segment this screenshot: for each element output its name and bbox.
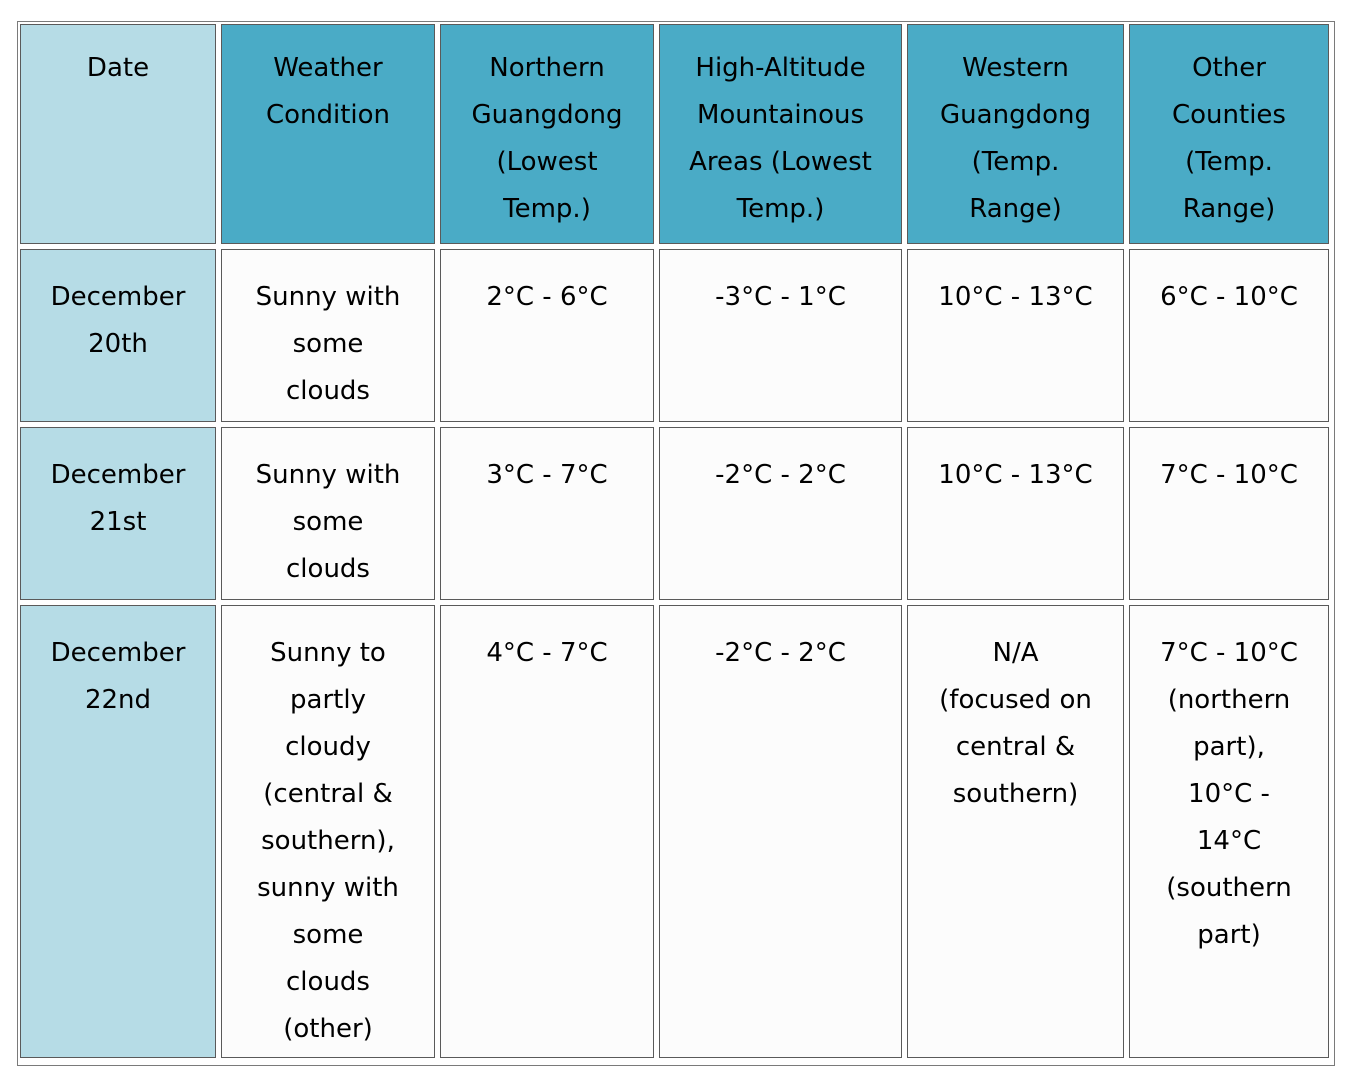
cell-line: 10°C - [1188, 779, 1270, 809]
weather-table-frame [17, 21, 1335, 1066]
high-altitude-cell [659, 427, 902, 600]
header-weather-condition [221, 24, 435, 244]
cell-line: 14°C [1196, 826, 1262, 856]
cell-line: (central & [263, 779, 393, 809]
header-line: Temp.) [503, 194, 591, 224]
header-northern-guangdong [440, 24, 654, 244]
western-guangdong-cell [907, 427, 1124, 600]
header-line: Western [962, 53, 1069, 83]
date-cell [20, 249, 216, 422]
northern-guangdong-cell [440, 427, 654, 600]
high-altitude-cell [659, 605, 902, 1058]
cell-line: part) [1197, 920, 1261, 950]
header-other-counties [1129, 24, 1329, 244]
cell-line: December [50, 282, 186, 312]
cell-line: 7°C - 10°C [1160, 460, 1298, 490]
header-line: Range) [1182, 194, 1276, 224]
cell-line: Sunny with [255, 282, 401, 312]
cell-line: December [50, 460, 186, 490]
western-guangdong-cell [907, 605, 1124, 1058]
header-line: High-Altitude [695, 53, 866, 83]
table-row [20, 605, 1329, 1058]
header-date-line: Date [86, 53, 150, 83]
other-counties-cell [1129, 605, 1329, 1058]
header-row [20, 24, 1329, 244]
header-line: (Temp. [1185, 147, 1273, 177]
cell-line: part), [1193, 732, 1265, 762]
cell-line: cloudy [285, 732, 371, 762]
cell-line: some [292, 920, 364, 950]
cell-line: 10°C - 13°C [938, 460, 1093, 490]
header-line: (Temp. [971, 147, 1060, 177]
cell-line: 7°C - 10°C [1160, 638, 1298, 668]
header-line: Mountainous [696, 100, 865, 130]
cell-line: -3°C - 1°C [715, 282, 846, 312]
cell-line: clouds [286, 967, 370, 997]
cell-line: Sunny to [270, 638, 386, 668]
header-line: (Lowest [496, 147, 598, 177]
northern-guangdong-cell [440, 249, 654, 422]
cell-line: -2°C - 2°C [715, 460, 846, 490]
header-date [20, 24, 216, 244]
northern-guangdong-cell [440, 605, 654, 1058]
weather-condition-cell [221, 427, 435, 600]
date-cell [20, 427, 216, 600]
western-guangdong-cell [907, 249, 1124, 422]
cell-line: 10°C - 13°C [938, 282, 1093, 312]
cell-line: 3°C - 7°C [486, 460, 608, 490]
cell-line: December [50, 638, 186, 668]
cell-line: some [292, 507, 364, 537]
cell-line: clouds [286, 554, 370, 584]
header-line: Northern [489, 53, 605, 83]
cell-line: (focused on [939, 685, 1092, 715]
cell-line: clouds [286, 376, 370, 406]
cell-line: 6°C - 10°C [1160, 282, 1298, 312]
cell-line: 22nd [84, 685, 152, 715]
cell-line: (northern [1167, 685, 1291, 715]
header-line: Range) [969, 194, 1062, 224]
header-line: Areas (Lowest [689, 147, 872, 177]
weather-condition-cell [221, 249, 435, 422]
header-line: Other [1192, 53, 1266, 83]
cell-line: southern), [261, 826, 395, 856]
cell-line: (southern [1166, 873, 1292, 903]
other-counties-cell [1129, 249, 1329, 422]
header-line: Temp.) [736, 194, 825, 224]
other-counties-cell [1129, 427, 1329, 600]
table-row [20, 427, 1329, 600]
cell-line: 21st [89, 507, 147, 537]
date-cell [20, 605, 216, 1058]
header-western-guangdong [907, 24, 1124, 244]
cell-line: Sunny with [255, 460, 401, 490]
cell-line: 2°C - 6°C [486, 282, 608, 312]
cell-line: 20th [88, 329, 148, 359]
weather-condition-cell [221, 605, 435, 1058]
cell-line: sunny with [257, 873, 399, 903]
cell-line: central & [955, 732, 1076, 762]
weather-forecast-table [15, 19, 1334, 1063]
header-line: Guangdong [940, 100, 1091, 130]
cell-line: N/A [992, 638, 1039, 668]
cell-line: partly [290, 685, 366, 715]
header-line: Guangdong [471, 100, 623, 130]
header-line: Counties [1172, 100, 1286, 130]
cell-line: some [292, 329, 364, 359]
table-row [20, 249, 1329, 422]
header-high-altitude [659, 24, 902, 244]
cell-line: 4°C - 7°C [486, 638, 608, 668]
cell-line: southern) [952, 779, 1079, 809]
cell-line: (other) [283, 1014, 373, 1044]
header-line: Weather [273, 53, 383, 83]
cell-line: -2°C - 2°C [715, 638, 846, 668]
high-altitude-cell [659, 249, 902, 422]
header-line: Condition [265, 100, 391, 130]
